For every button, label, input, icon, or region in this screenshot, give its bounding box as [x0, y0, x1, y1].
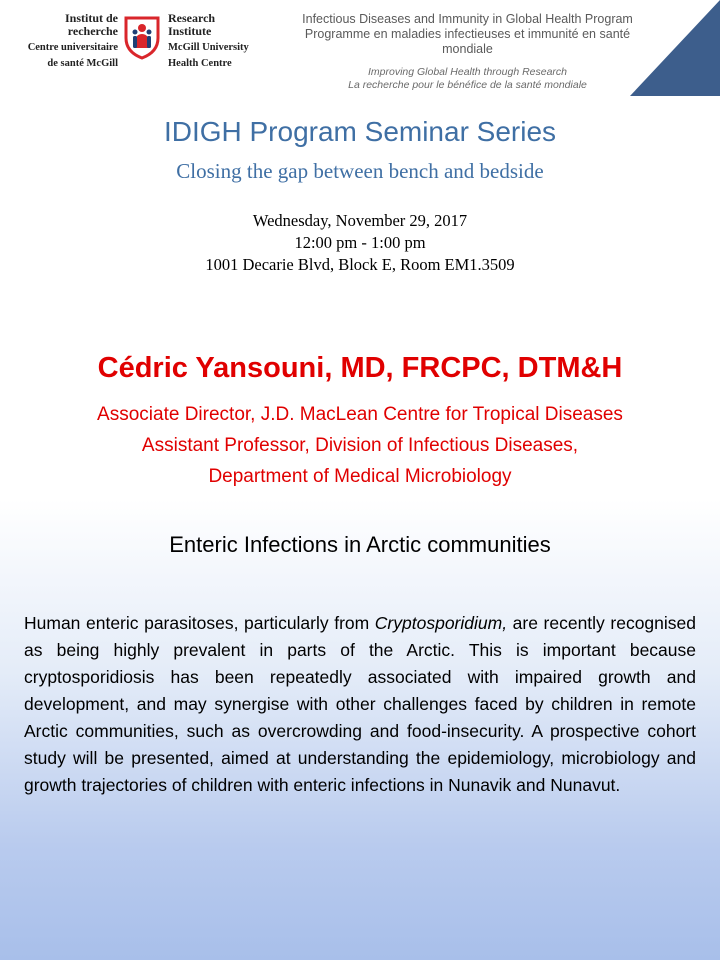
program-banner [295, 12, 640, 92]
program-tagline-french: La recherche pour le bénéfice de la santé mondiale [348, 79, 587, 91]
logo-text-health-centre: Health Centre [168, 58, 232, 69]
logo-text-research: Research [168, 11, 216, 25]
abstract-text-start: Human enteric parasitoses, particularly from [24, 613, 375, 633]
ri-muhc-logo-french [10, 12, 118, 70]
ri-muhc-logo-english [168, 12, 278, 70]
event-details [0, 210, 720, 276]
event-date: Wednesday, November 29, 2017 [252, 211, 468, 230]
speaker-affiliation-3: Department of Medical Microbiology [208, 466, 512, 487]
logo-text-recherche: recherche [67, 24, 118, 38]
talk-title: Enteric Infections in Arctic communities [169, 532, 551, 557]
speaker-affiliations [0, 399, 720, 492]
speaker-affiliation-1: Associate Director, J.D. MacLean Centre for Tropical Diseases [97, 404, 623, 425]
seminar-series-title: IDIGH Program Seminar Series [163, 116, 557, 147]
corner-triangle-decoration [630, 0, 720, 96]
seminar-series-subtitle: Closing the gap between bench and bedside [176, 159, 544, 183]
event-location: 1001 Decarie Blvd, Block E, Room EM1.3509 [205, 255, 515, 274]
speaker-name: Cédric Yansouni, MD, FRCPC, DTM&H [97, 352, 623, 384]
program-name-english: Infectious Diseases and Immunity in Global Health Program [302, 12, 633, 26]
logo-text-institute: Institute [168, 24, 212, 38]
logo-text-centre-universitaire: Centre universitaire [27, 42, 118, 53]
abstract-italic-organism: Cryptosporidium, [374, 613, 508, 633]
abstract-paragraph [24, 610, 696, 799]
speaker-affiliation-2: Assistant Professor, Division of Infectious Diseases, [141, 435, 579, 456]
program-name-french: Programme en maladies infectieuses et immunité en santé mondiale [304, 27, 631, 56]
event-time: 12:00 pm - 1:00 pm [294, 233, 426, 252]
logo-text-institut: Institut de [64, 11, 118, 25]
muhc-crest-icon [122, 14, 162, 60]
header [0, 0, 720, 95]
logo-text-sante-mcgill: de santé McGill [47, 58, 118, 69]
abstract-text-rest: are recently recognised as being highly prevalent in parts of the Arctic. This is important because cryptosporidiosis has been repeatedly associated with impaired growth and development, and may synergise with other challenges faced by children in remote Arctic communities, such as overcrowding and food-insecurity. A prospective cohort study will be presented, aimed at understanding the epidemiology, microbiology and growth trajectories of children with enteric infections in Nunavik and Nunavut. [24, 613, 696, 795]
program-tagline-english: Improving Global Health through Research [367, 66, 568, 78]
logo-text-mcgill-university: McGill University [168, 42, 249, 53]
